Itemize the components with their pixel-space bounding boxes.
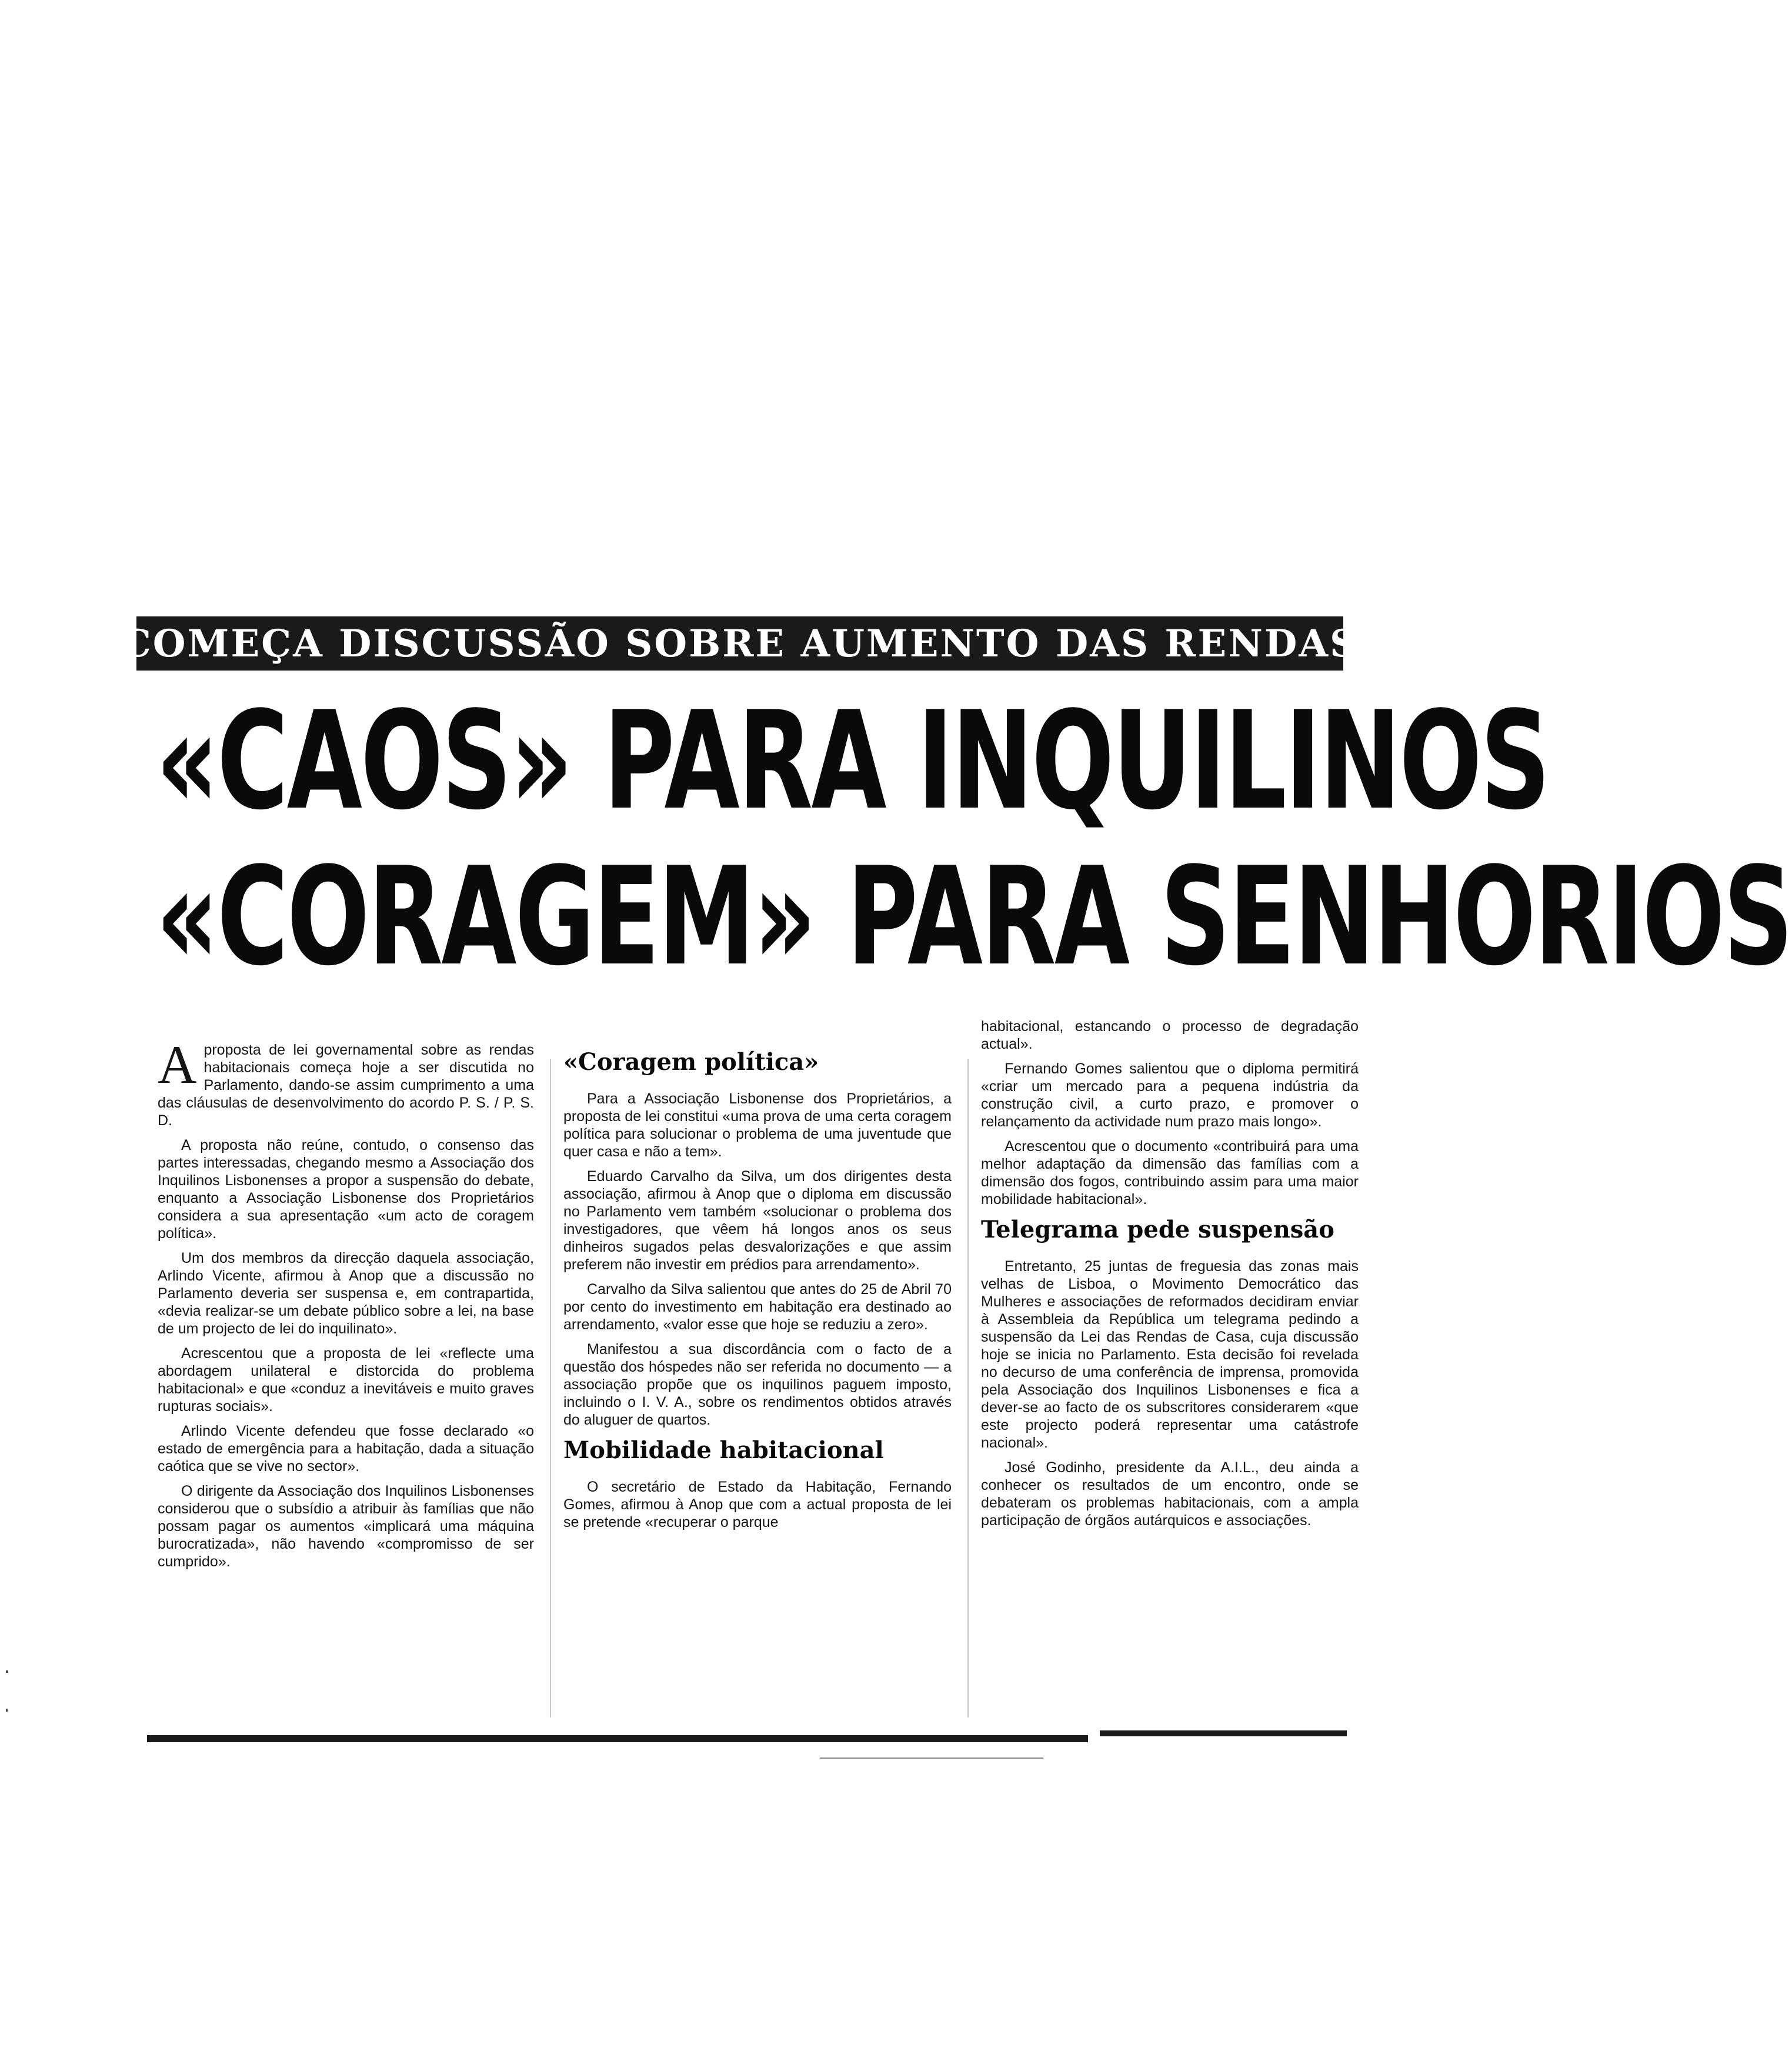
kicker-banner xyxy=(121,616,1359,671)
article-column-1 xyxy=(158,1035,534,1578)
paragraph: habitacional, estancando o processo de degradação actual». xyxy=(981,1018,1359,1052)
paragraph: Acrescentou que a proposta de lei «reflecte uma abordagem unilateral e distorcida do problema habitacional» e que «conduz a inevitáveis e muito graves rupturas sociais». xyxy=(158,1345,534,1415)
kicker-text: COMEÇA DISCUSSÃO SOBRE AUMENTO DAS RENDAS xyxy=(121,621,1359,666)
column-divider xyxy=(967,1059,969,1718)
paragraph: José Godinho, presidente da A.I.L., deu ainda a conhecer os resultados de um encontro, onde se debateram os problemas habitacionais, com a ampla participação de órgãos autárquicos e associações. xyxy=(981,1459,1359,1529)
paragraph: Entretanto, 25 juntas de freguesia das zonas mais velhas de Lisboa, o Movimento Democrático das Mulheres e associações de reformados decidiram enviar à Assembleia da República um telegrama pedindo a suspensão da Lei das Rendas de Casa, cuja discussão hoje se inicia no Parlamento. Esta decisão foi revelada no decurso de uma conferência de imprensa, promovida pela Associação dos Inquilinos Lisbonenses e fica a dever-se ao facto de os subscritores considerarem «que este projecto poderá representar uma catástrofe nacional». xyxy=(981,1258,1359,1451)
headline-line-2: «CORAGEM» PARA SENHORIOS xyxy=(156,839,1792,996)
paragraph: O secretário de Estado da Habitação, Fernando Gomes, afirmou à Anop que com a actual proposta de lei se pretende «recuperar o parque xyxy=(563,1479,952,1530)
bottom-rule xyxy=(147,1735,1088,1742)
subhead-telegrama: Telegrama pede suspensão xyxy=(981,1216,1334,1243)
scan-dash-line xyxy=(820,1757,1043,1759)
scan-speck xyxy=(6,1670,8,1673)
paragraph: Eduardo Carvalho da Silva, um dos dirigentes desta associação, afirmou à Anop que o diploma em discussão no Parlamento vem também «solucionar o problema dos investigadores, que vêem há longos anos os seus dinheiros sugados pelas desvalorizações e que assim preferem não investir em prédios para arrendamento». xyxy=(563,1168,952,1273)
column-divider xyxy=(550,1059,551,1718)
headline-line-1: «CAOS» PARA INQUILINOS xyxy=(156,683,1549,840)
paragraph: A proposta não reúne, contudo, o consenso das partes interessadas, chegando mesmo a Associação dos Inquilinos Lisbonenses a propor a suspensão do debate, enquanto a Associação Lisbonense dos Proprietários considera a sua apresentação «um acto de coragem política». xyxy=(158,1137,534,1242)
paragraph: Carvalho da Silva salientou que antes do 25 de Abril 70 por cento do investimento em habitação era destinado ao arrendamento, «valor esse que hoje se reduziu a zero». xyxy=(563,1281,952,1333)
paragraph: Fernando Gomes salientou que o diploma permitirá «criar um mercado para a pequena indústria da construção civil, a curto prazo, e promover o relançamento da actividade num prazo mais longo». xyxy=(981,1060,1359,1130)
article-column-2 xyxy=(563,1044,952,1538)
subhead-coragem-politica: «Coragem política» xyxy=(563,1048,819,1076)
paragraph: Para a Associação Lisbonense dos Proprietários, a proposta de lei constitui «uma prova de uma certa coragem política para solucionar o problema de uma juventude que quer casa e não a tem». xyxy=(563,1090,952,1160)
paragraph: Um dos membros da direcção daquela associação, Arlindo Vicente, afirmou à Anop que a discussão no Parlamento deveria ser suspensa e, em contrapartida, «devia realizar-se um debate público sobre a lei, na base de um projecto de lei do inquilinato». xyxy=(158,1250,534,1337)
article-column-3 xyxy=(981,1018,1359,1536)
drop-cap: A xyxy=(158,1035,197,1095)
paragraph: Arlindo Vicente defendeu que fosse declarado «o estado de emergência para a habitação, dada a situação caótica que se vive no sector». xyxy=(158,1423,534,1475)
paragraph: Acrescentou que o documento «contribuirá para uma melhor adaptação da dimensão das famílias com a dimensão dos fogos, contribuindo assim para uma maior mobilidade habitacional». xyxy=(981,1138,1359,1208)
scan-speck xyxy=(6,1709,8,1712)
paragraph: O dirigente da Associação dos Inquilinos Lisbonenses considerou que o subsídio a atribuir às famílias que não possam pagar os aumentos «implicará uma máquina burocratizada», não havendo «compromisso de ser cumprido». xyxy=(158,1483,534,1570)
bottom-rule-right xyxy=(1100,1730,1347,1736)
lead-paragraph: Aproposta de lei governamental sobre as rendas habitacionais começa hoje a ser discutida no Parlamento, dando-se assim cumprimento a uma das cláusulas de desenvolvimento do acordo P. S. / P. S. D. xyxy=(158,1035,534,1129)
paragraph: Manifestou a sua discordância com o facto de a questão dos hóspedes não ser referida no documento — a associação propõe que os inquilinos paguem imposto, incluindo o I. V. A., sobre os rendimentos obtidos através do aluguer de quartos. xyxy=(563,1341,952,1428)
subhead-mobilidade-habitacional: Mobilidade habitacional xyxy=(563,1436,884,1464)
